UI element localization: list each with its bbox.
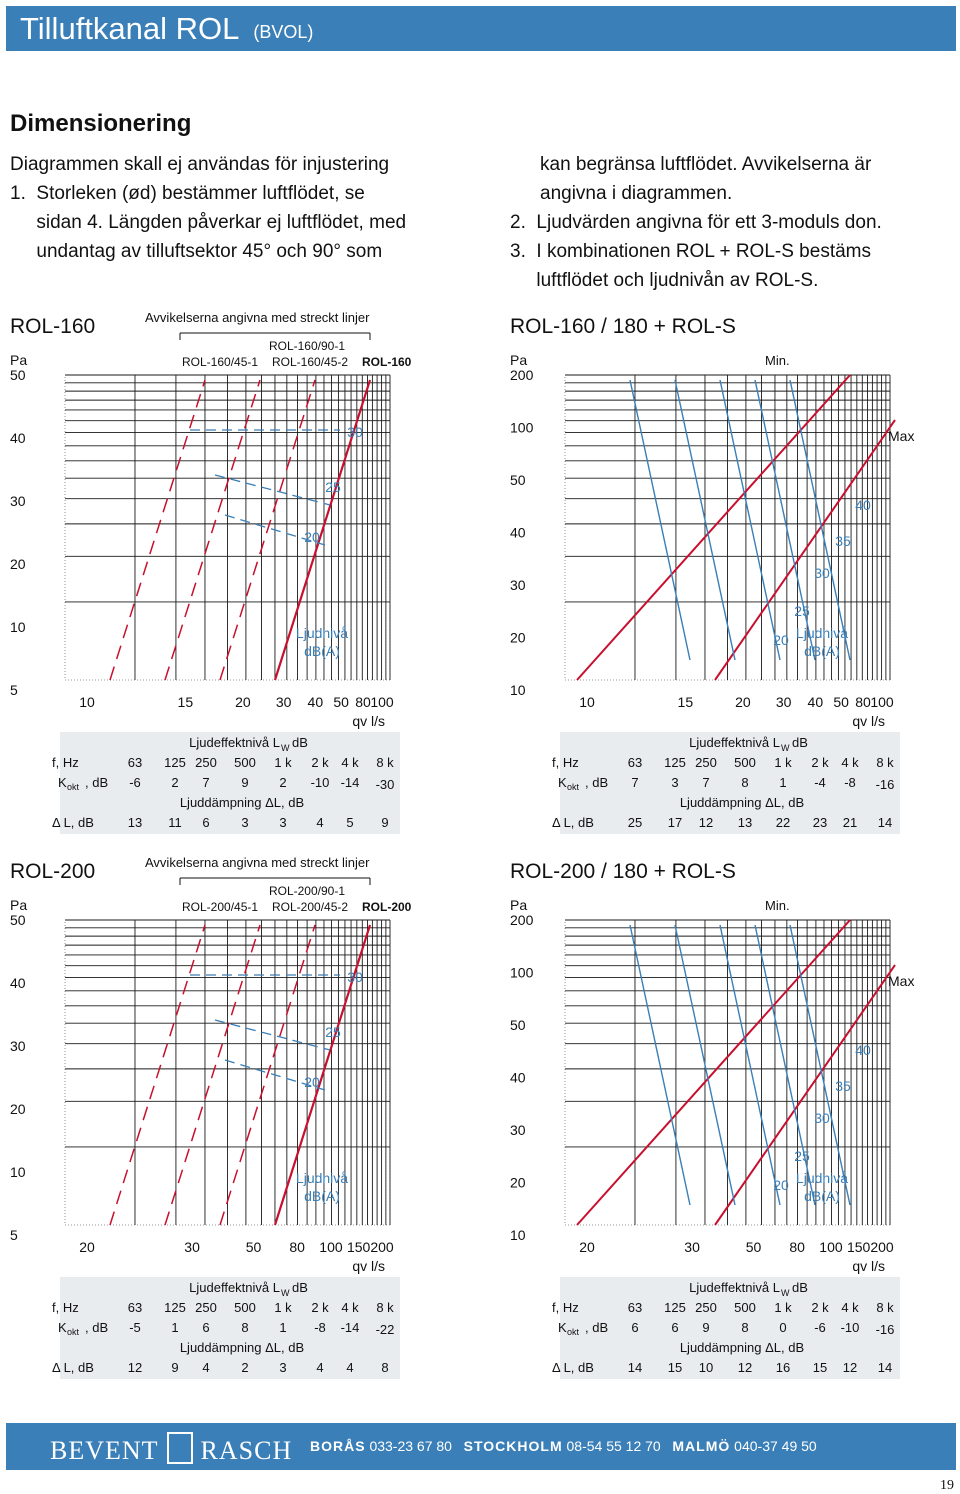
x-tick-label: 150 [846, 1239, 871, 1255]
row-label-freq: f, Hz [52, 755, 79, 770]
table-heading-dl: Ljuddämpning ΔL, dB [179, 1340, 305, 1355]
k-okt-cell: -6 [129, 775, 141, 790]
delta-l-cell: 4 [346, 1360, 354, 1375]
y-axis-unit: Pa [510, 352, 528, 368]
y-tick-label: 20 [10, 556, 26, 572]
contour-label: 25 [325, 479, 341, 495]
row-label-k-sub: okt [67, 782, 80, 792]
y-axis-unit: Pa [10, 352, 28, 368]
max-line [715, 420, 895, 680]
x-tick-label: 100 [319, 1239, 343, 1255]
intro-line: undantag av tilluftsektor 45° och 90° som [10, 241, 383, 262]
freq-cell: 63 [627, 1300, 643, 1315]
x-tick-label: 15 [677, 694, 694, 710]
x-tick-label: 100 [870, 694, 894, 710]
x-tick-label: 20 [79, 1239, 95, 1255]
freq-cell: 250 [195, 1300, 217, 1315]
freq-cell: 125 [164, 1300, 186, 1315]
contour-label: 25 [325, 1024, 341, 1040]
min-label: Min. [765, 898, 790, 913]
delta-l-cell: 3 [279, 815, 287, 830]
y-tick-label: 30 [10, 493, 26, 509]
intro-line: Diagrammen skall ej användas för injustering [10, 154, 390, 175]
table-heading-lw: Ljudeffektnivå L [189, 1280, 280, 1295]
row-label-k-unit: , dB [85, 1320, 109, 1335]
y-tick-label: 5 [10, 682, 18, 698]
contact-city: STOCKHOLM [463, 1438, 563, 1454]
x-tick-label: 30 [275, 694, 292, 710]
freq-cell: 2 k [311, 1300, 329, 1315]
x-tick-label: 20 [235, 694, 251, 710]
deviation-line [110, 380, 205, 680]
freq-cell: 1 k [274, 1300, 292, 1315]
x-axis-unit: qv l/s [852, 713, 885, 729]
freq-cell: 250 [695, 755, 717, 770]
k-okt-cell: 8 [241, 1320, 249, 1335]
y-tick-label: 10 [510, 682, 526, 698]
k-okt-cell: 7 [631, 775, 639, 790]
freq-cell: 500 [734, 1300, 756, 1315]
row-label-k-sub: okt [567, 782, 580, 792]
intro-right [510, 150, 882, 295]
sound-contour-line [630, 925, 690, 1205]
k-okt-cell: -16 [875, 777, 895, 792]
intro-line: angivna i diagrammen. [540, 183, 733, 204]
row-label-delta: Δ L, dB [52, 1360, 94, 1375]
panel-title-rol200: ROL-200 [10, 860, 96, 883]
freq-cell: 1 k [774, 1300, 792, 1315]
contour-label: 25 [794, 1148, 810, 1164]
table-heading-lw: Ljudeffektnivå L [189, 735, 280, 750]
delta-l-cell: 23 [812, 815, 828, 830]
section-heading: Dimensionering [10, 110, 192, 137]
intro-line: sidan 4. Längden påverkar ej luftflödet, med [10, 212, 407, 233]
row-label-k: K [58, 775, 67, 790]
k-okt-cell: -14 [340, 775, 360, 790]
delta-l-cell: 10 [698, 1360, 714, 1375]
intro-line: kan begränsa luftflödet. Avvikelserna är [540, 154, 872, 175]
legend-label: ROL-160/45-1 [182, 355, 259, 369]
x-tick-label: 10 [579, 694, 595, 710]
sound-level-label: Ljudnivå [295, 1170, 349, 1186]
y-tick-label: 30 [10, 1038, 26, 1054]
k-okt-cell: -14 [340, 1320, 360, 1335]
x-tick-label: 40 [807, 694, 824, 710]
x-tick-label: 20 [579, 1239, 595, 1255]
diagram-panel [500, 845, 960, 1390]
x-tick-label: 80 [789, 1239, 805, 1255]
contour-label: 20 [773, 632, 789, 648]
k-okt-cell: -5 [129, 1320, 141, 1335]
x-tick-label: 20 [735, 694, 751, 710]
freq-cell: 4 k [341, 1300, 359, 1315]
delta-l-cell: 22 [775, 815, 791, 830]
x-tick-label: 50 [745, 1239, 762, 1255]
y-tick-label: 50 [510, 472, 526, 488]
x-tick-label: 80 [855, 694, 871, 710]
delta-l-cell: 9 [171, 1360, 179, 1375]
freq-cell: 4 k [341, 755, 359, 770]
table-heading-dl: Ljuddämpning ΔL, dB [679, 1340, 805, 1355]
delta-l-cell: 12 [737, 1360, 753, 1375]
contour-label: 30 [347, 969, 363, 985]
contour-label: 40 [855, 497, 871, 513]
delta-l-cell: 2 [241, 1360, 249, 1375]
delta-l-cell: 5 [346, 815, 354, 830]
freq-cell: 2 k [311, 755, 329, 770]
page-title: Tilluftkanal ROL [20, 10, 240, 46]
k-okt-cell: -10 [840, 1320, 860, 1335]
panel-title-rol160-rols: ROL-160 / 180 + ROL-S [510, 315, 736, 338]
k-okt-cell: 8 [741, 775, 749, 790]
freq-cell: 8 k [376, 1300, 394, 1315]
k-okt-cell: -10 [310, 775, 330, 790]
k-okt-cell: 6 [671, 1320, 679, 1335]
freq-cell: 2 k [811, 1300, 829, 1315]
x-tick-label: 15 [177, 694, 194, 710]
max-label: Max [888, 428, 915, 444]
x-axis-unit: qv l/s [352, 713, 385, 729]
deviation-line [110, 925, 205, 1225]
x-axis-unit: qv l/s [352, 1258, 385, 1274]
k-okt-cell: -16 [875, 1322, 895, 1337]
row-label-freq: f, Hz [552, 1300, 579, 1315]
freq-cell: 250 [695, 1300, 717, 1315]
sound-contour-line [215, 475, 330, 505]
x-tick-label: 30 [684, 1239, 700, 1255]
company-logo [50, 1432, 292, 1466]
freq-cell: 63 [627, 755, 643, 770]
freq-cell: 63 [127, 755, 143, 770]
row-label-delta: Δ L, dB [552, 1360, 594, 1375]
y-tick-label: 100 [510, 419, 534, 436]
freq-cell: 2 k [811, 755, 829, 770]
table-heading-dl: Ljuddämpning ΔL, dB [179, 795, 305, 810]
k-okt-cell: 6 [202, 1320, 210, 1335]
k-okt-cell: 1 [171, 1320, 179, 1335]
sound-level-unit: dB(A) [804, 643, 840, 659]
k-okt-cell: -8 [844, 775, 856, 790]
row-label-k-sub: okt [567, 1327, 580, 1337]
contour-label: 30 [347, 424, 363, 440]
table-heading-lw-unit: dB [792, 735, 808, 750]
y-tick-label: 40 [510, 1069, 526, 1086]
row-label-k-sub: okt [67, 1327, 80, 1337]
diagram-panel [0, 300, 460, 845]
contact-phone: 033-23 67 80 [369, 1438, 452, 1454]
row-label-k: K [558, 1320, 567, 1335]
table-heading-lw-unit: dB [292, 735, 308, 750]
k-okt-cell: 8 [741, 1320, 749, 1335]
intro-line: 1. Storleken (ød) bestämmer luftflödet, se [10, 183, 365, 204]
sound-contour-line [720, 380, 780, 660]
freq-cell: 4 k [841, 1300, 859, 1315]
y-tick-label: 30 [510, 1122, 526, 1138]
x-tick-label: 100 [819, 1239, 843, 1255]
k-okt-cell: 6 [631, 1320, 639, 1335]
delta-l-cell: 3 [279, 1360, 287, 1375]
y-axis-unit: Pa [510, 897, 528, 913]
k-okt-cell: -22 [375, 1322, 395, 1337]
contour-label: 35 [835, 533, 851, 549]
delta-l-cell: 15 [812, 1360, 828, 1375]
table-heading-lw-sub: W [281, 1288, 290, 1298]
table-heading-lw-sub: W [781, 1288, 790, 1298]
delta-l-cell: 4 [202, 1360, 210, 1375]
row-label-k: K [558, 775, 567, 790]
y-tick-label: 20 [10, 1101, 26, 1117]
freq-cell: 500 [734, 755, 756, 770]
freq-cell: 8 k [876, 755, 894, 770]
y-tick-label: 10 [10, 619, 26, 635]
table-heading-dl: Ljuddämpning ΔL, dB [679, 795, 805, 810]
y-tick-label: 30 [510, 577, 526, 593]
diagram-svg [500, 300, 960, 840]
table-heading-lw-sub: W [781, 743, 790, 753]
max-label: Max [888, 973, 915, 989]
k-okt-cell: 3 [671, 775, 679, 790]
sound-contour-line [630, 380, 690, 660]
delta-l-cell: 11 [168, 815, 182, 830]
deviation-note: Avvikelserna angivna med streckt linjer [145, 310, 370, 325]
delta-l-cell: 8 [381, 1360, 389, 1375]
x-tick-label: 150 [346, 1239, 371, 1255]
y-axis-unit: Pa [10, 897, 28, 913]
freq-cell: 8 k [376, 755, 394, 770]
panel-title-rol160: ROL-160 [10, 315, 96, 338]
delta-l-cell: 12 [698, 815, 714, 830]
sound-level-unit: dB(A) [304, 643, 340, 659]
k-okt-cell: 2 [279, 775, 287, 790]
y-tick-label: 100 [510, 964, 534, 981]
sound-contour-line [720, 925, 780, 1205]
delta-l-cell: 15 [667, 1360, 683, 1375]
k-okt-cell: -4 [814, 775, 826, 790]
intro-line: 2. Ljudvärden angivna för ett 3-moduls don. [510, 212, 882, 233]
k-okt-cell: 1 [279, 1320, 287, 1335]
delta-l-cell: 14 [627, 1360, 643, 1375]
x-axis-unit: qv l/s [852, 1258, 885, 1274]
y-tick-label: 5 [10, 1227, 18, 1243]
x-tick-label: 30 [775, 694, 792, 710]
intro-line: luftflödet och ljudnivån av ROL-S. [510, 270, 819, 291]
k-okt-cell: 7 [702, 775, 710, 790]
contact-phone: 08-54 55 12 70 [566, 1438, 661, 1454]
legend-label: ROL-160 [362, 355, 412, 369]
y-tick-label: 40 [10, 975, 26, 991]
k-okt-cell: 9 [702, 1320, 710, 1335]
max-line [715, 965, 895, 1225]
contact-city: BORÅS [310, 1438, 366, 1454]
diagram-svg [0, 845, 460, 1385]
sound-level-label: Ljudnivå [795, 1170, 849, 1186]
diagram-panel [500, 300, 960, 845]
delta-l-cell: 6 [202, 815, 210, 830]
row-label-freq: f, Hz [552, 755, 579, 770]
logo-text-right: RASCH [200, 1436, 293, 1465]
delta-l-cell: 3 [241, 815, 249, 830]
row-label-delta: Δ L, dB [552, 815, 594, 830]
legend-label: ROL-200/90-1 [268, 884, 345, 898]
intro-line: 3. I kombinationen ROL + ROL-S bestäms [510, 241, 871, 262]
delta-l-cell: 21 [842, 815, 858, 830]
delta-l-cell: 13 [127, 815, 143, 830]
k-okt-cell: 2 [171, 775, 179, 790]
y-tick-label: 50 [510, 1017, 526, 1033]
y-tick-label: 50 [10, 367, 26, 383]
y-tick-label: 10 [10, 1164, 26, 1180]
contour-label: 20 [773, 1177, 789, 1193]
row-label-k-unit: , dB [585, 775, 609, 790]
contour-label: 40 [855, 1042, 871, 1058]
k-okt-cell: -6 [814, 1320, 826, 1335]
k-okt-cell: 0 [779, 1320, 787, 1335]
delta-l-cell: 9 [381, 815, 389, 830]
delta-l-cell: 12 [127, 1360, 143, 1375]
row-label-k-unit: , dB [85, 775, 109, 790]
freq-cell: 125 [664, 1300, 686, 1315]
freq-cell: 500 [234, 755, 256, 770]
contour-label: 30 [814, 1110, 830, 1126]
y-tick-label: 200 [510, 367, 534, 383]
freq-cell: 1 k [774, 755, 792, 770]
x-tick-label: 30 [184, 1239, 200, 1255]
freq-cell: 125 [164, 755, 186, 770]
freq-cell: 8 k [876, 1300, 894, 1315]
k-okt-cell: -8 [314, 1320, 326, 1335]
y-tick-label: 40 [10, 430, 26, 446]
row-label-k-unit: , dB [585, 1320, 609, 1335]
delta-l-cell: 13 [737, 815, 753, 830]
y-tick-label: 10 [510, 1227, 526, 1243]
sound-level-unit: dB(A) [304, 1188, 340, 1204]
k-okt-cell: 1 [779, 775, 787, 790]
page-number: 19 [940, 1478, 954, 1493]
delta-l-cell: 12 [842, 1360, 858, 1375]
contour-label: 35 [835, 1078, 851, 1094]
delta-l-cell: 16 [775, 1360, 791, 1375]
sound-level-label: Ljudnivå [795, 625, 849, 641]
delta-l-cell: 4 [316, 815, 324, 830]
page-subtitle: (BVOL) [253, 22, 314, 42]
contour-label: 20 [304, 529, 320, 545]
x-tick-label: 40 [307, 694, 324, 710]
legend-label: ROL-200/45-2 [272, 900, 349, 914]
table-heading-lw: Ljudeffektnivå L [689, 735, 780, 750]
x-tick-label: 80 [355, 694, 371, 710]
y-tick-label: 200 [510, 912, 534, 928]
freq-cell: 1 k [274, 755, 292, 770]
row-label-delta: Δ L, dB [52, 815, 94, 830]
x-tick-label: 50 [245, 1239, 262, 1255]
y-tick-label: 20 [510, 1174, 526, 1191]
x-tick-label: 200 [870, 1239, 894, 1255]
delta-l-cell: 14 [877, 1360, 893, 1375]
diagram-panel [0, 845, 460, 1390]
x-tick-label: 80 [289, 1239, 305, 1255]
freq-cell: 4 k [841, 755, 859, 770]
k-okt-cell: -30 [375, 777, 395, 792]
deviation-note: Avvikelserna angivna med streckt linjer [145, 855, 370, 870]
table-heading-lw-sub: W [281, 743, 290, 753]
page-header [6, 6, 956, 51]
sound-level-unit: dB(A) [804, 1188, 840, 1204]
delta-l-cell: 25 [627, 815, 643, 830]
contact-city: MALMÖ [672, 1438, 731, 1454]
y-tick-label: 20 [510, 629, 526, 646]
contour-label: 30 [814, 565, 830, 581]
x-tick-label: 10 [79, 694, 95, 710]
x-tick-label: 50 [333, 694, 349, 710]
footer-bar [6, 1423, 956, 1470]
delta-l-cell: 17 [667, 815, 683, 830]
delta-l-cell: 14 [877, 815, 893, 830]
footer-contacts [310, 1438, 817, 1454]
legend-label: ROL-160/90-1 [268, 339, 345, 353]
table-heading-lw: Ljudeffektnivå L [689, 1280, 780, 1295]
freq-cell: 125 [664, 755, 686, 770]
contour-label: 20 [304, 1074, 320, 1090]
legend-label: ROL-200/45-1 [182, 900, 259, 914]
logo-mark-icon [167, 1432, 193, 1464]
k-okt-cell: 7 [202, 775, 210, 790]
row-label-k: K [58, 1320, 67, 1335]
freq-cell: 63 [127, 1300, 143, 1315]
sound-level-label: Ljudnivå [295, 625, 349, 641]
y-tick-label: 40 [510, 524, 526, 541]
min-label: Min. [765, 353, 790, 368]
x-tick-label: 50 [833, 694, 849, 710]
delta-l-cell: 4 [316, 1360, 324, 1375]
x-tick-label: 200 [370, 1239, 394, 1255]
table-heading-lw-unit: dB [792, 1280, 808, 1295]
logo-text-left: BEVENT [50, 1436, 159, 1465]
legend-label: ROL-200 [362, 900, 412, 914]
k-okt-cell: 9 [241, 775, 249, 790]
x-tick-label: 100 [370, 694, 394, 710]
row-label-freq: f, Hz [52, 1300, 79, 1315]
diagram-svg [0, 300, 460, 840]
contact-phone: 040-37 49 50 [734, 1438, 817, 1454]
freq-cell: 500 [234, 1300, 256, 1315]
sound-contour-line [215, 1020, 330, 1050]
diagram-svg [500, 845, 960, 1385]
panel-title-rol200-rols: ROL-200 / 180 + ROL-S [510, 860, 736, 883]
table-heading-lw-unit: dB [292, 1280, 308, 1295]
y-tick-label: 50 [10, 912, 26, 928]
freq-cell: 250 [195, 755, 217, 770]
intro-left [10, 150, 406, 266]
legend-label: ROL-160/45-2 [272, 355, 349, 369]
contour-label: 25 [794, 603, 810, 619]
